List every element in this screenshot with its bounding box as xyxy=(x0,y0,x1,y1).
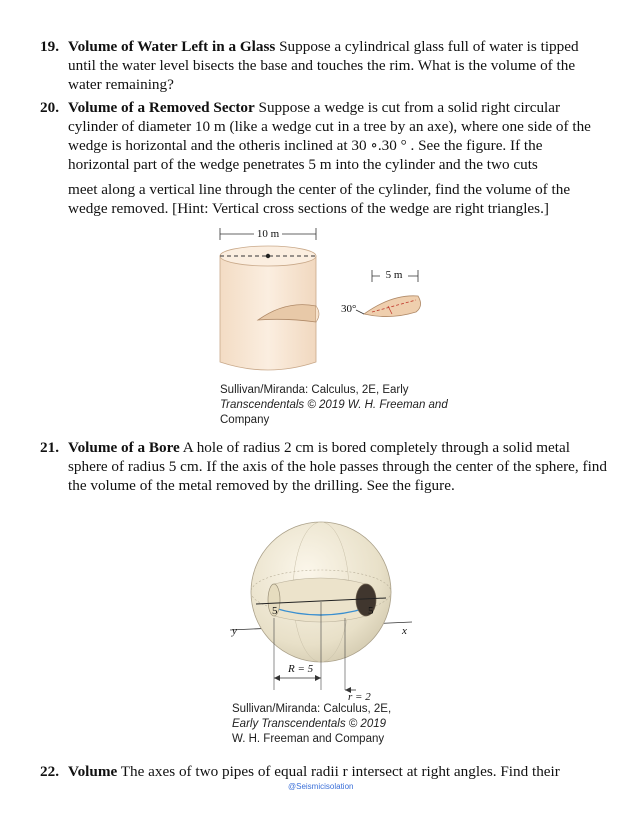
problem-text-line: water remaining? xyxy=(68,76,174,93)
radius-label: 5 xyxy=(368,605,374,617)
problem-20 xyxy=(40,98,610,218)
caption-line: W. H. Freeman and Company xyxy=(232,733,385,745)
caption-line: Sullivan/Miranda: Calculus, 2E, xyxy=(232,703,392,715)
depth-label: 5 m xyxy=(385,269,403,281)
problem-number: 21. xyxy=(40,439,59,456)
x-axis-label: x xyxy=(402,625,407,637)
problem-text-line: the volume of the metal removed by the drilling. See the figure. xyxy=(68,477,455,494)
problem-text-line: A hole of radius 2 cm is bored completely through a solid metal xyxy=(182,439,570,456)
problem-19 xyxy=(40,37,610,94)
caption-line: Early Transcendentals © 2019 xyxy=(232,718,387,730)
problem-title: Volume of a Bore xyxy=(68,439,180,456)
problem-text-line: until the water level bisects the base and touches the rim. What is the volume of the xyxy=(68,57,576,74)
caption-line: Transcendentals © 2019 W. H. Freeman and xyxy=(220,399,448,411)
problem-text-line: horizontal part of the wedge penetrates 5 m into the cylinder and the two cuts xyxy=(68,156,538,173)
wedge-cylinder-figure xyxy=(212,222,437,382)
big-radius-label: R = 5 xyxy=(288,663,314,675)
problem-text-line: The axes of two pipes of equal radii r intersect at right angles. Find their xyxy=(120,763,560,780)
problem-text-line: Suppose a cylindrical glass full of water is tipped xyxy=(279,38,579,55)
problem-title: Volume of a Removed Sector xyxy=(68,99,255,116)
problem-text-line: Suppose a wedge is cut from a solid right circular xyxy=(258,99,561,116)
problem-text-line: sphere of radius 5 cm. If the axis of the hole passes through the center of the sphere, find xyxy=(68,458,607,475)
problem-number: 22. xyxy=(40,763,59,780)
figure-caption xyxy=(220,383,448,428)
problem-21 xyxy=(40,438,610,495)
y-axis-label: y xyxy=(232,625,237,637)
diameter-label: 10 m xyxy=(256,228,280,240)
sphere-bore-figure xyxy=(226,510,416,702)
problem-title: Volume of Water Left in a Glass xyxy=(68,38,276,55)
problem-number: 20. xyxy=(40,99,59,116)
figure-caption xyxy=(232,702,391,747)
watermark: @Seismicisolation xyxy=(288,782,354,791)
problem-text-line: wedge removed. [Hint: Vertical cross sections of the wedge are right triangles.] xyxy=(68,200,549,217)
angle-label: 30° xyxy=(341,303,357,315)
problem-text-line: wedge is horizontal and the otheris inclined at 30 ∘.30 ° . See the figure. If the xyxy=(68,137,543,154)
caption-line: Sullivan/Miranda: Calculus, 2E, Early xyxy=(220,384,409,396)
small-radius-label: r = 2 xyxy=(348,691,371,702)
problem-text-line: meet along a vertical line through the center of the cylinder, find the volume of the xyxy=(68,181,571,198)
problem-number: 19. xyxy=(40,38,59,55)
problem-title: Volume xyxy=(68,763,118,780)
radius-label: 5 xyxy=(272,605,278,617)
problem-text-line: cylinder of diameter 10 m (like a wedge cut in a tree by an axe), where one side of the xyxy=(68,118,591,135)
caption-line: Company xyxy=(220,414,270,426)
